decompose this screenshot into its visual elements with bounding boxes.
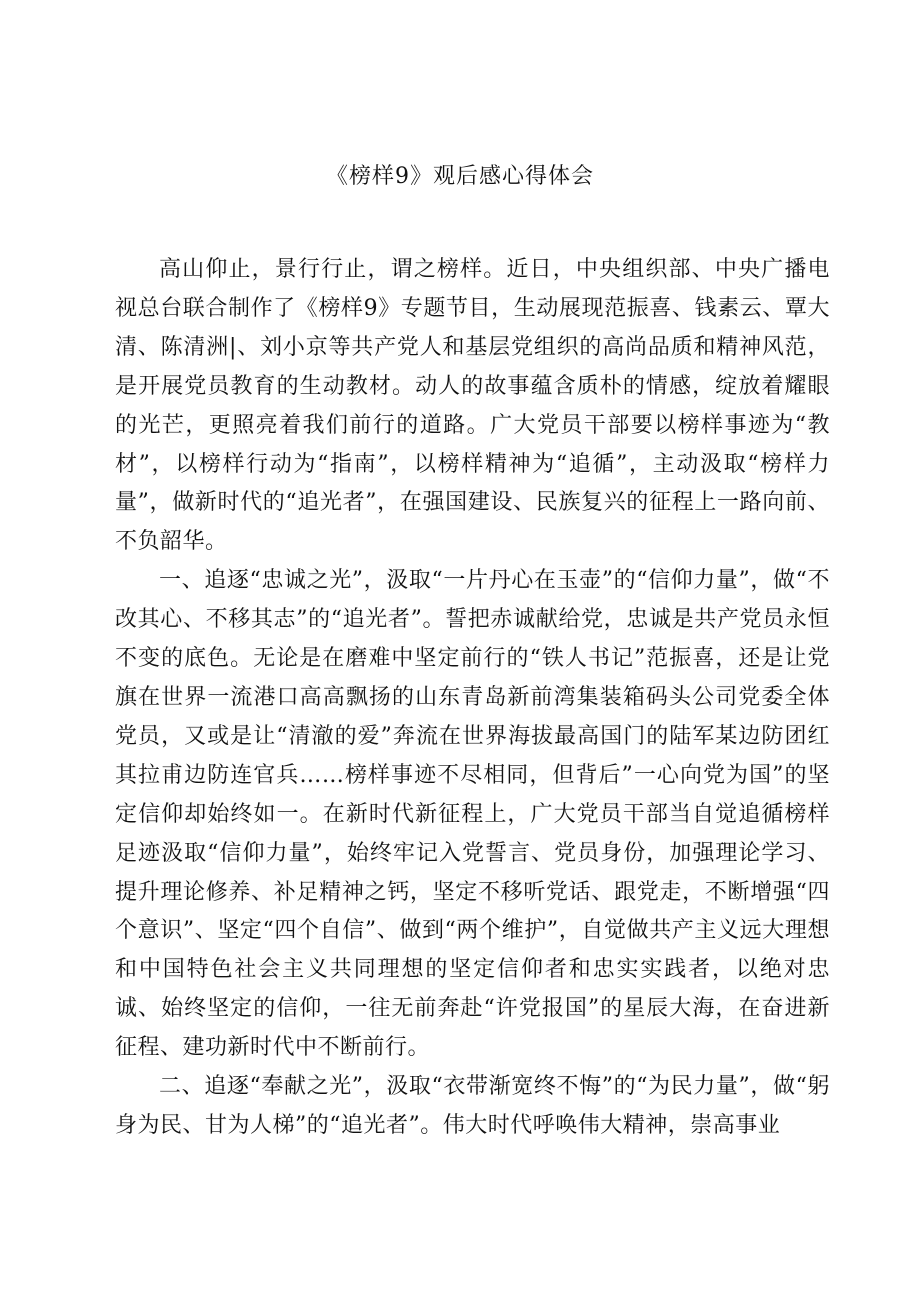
document-title: 《榜样9》观后感心得体会 [326,164,594,189]
document-body [115,251,830,1146]
paragraph-section-two: 二、追逐“奉献之光”，汲取“衣带渐宽终不悔”的“为民力量”，做“躬身为民、甘为人梯”的“追光者”。伟大时代呼唤伟大精神，崇高事业 [115,1074,830,1138]
paragraph-section-one: 一、追逐“忠诚之光”，汲取“一片丹心在玉壶”的“信仰力量”，做“不改其心、不移其志”的“追光者”。誓把赤诚献给党，忠诚是共产党员永恒不变的底色。无论是在磨难中坚定前行的“铁人书记”范振喜，还是让党旗在世界一流港口高高飘扬的山东青岛新前湾集装箱码头公司党委全体党员，又或是让“清澈的爱”奔流在世界海拔最高国门的陆军某边防团红其拉甫边防连官兵……榜样事迹不尽相同，但背后”一心向党为国”的坚定信仰却始终如一。在新时代新征程上，广大党员干部当自觉追循榜样足迹汲取“信仰力量”，始终牢记入党誓言、党员身份，加强理论学习、提升理论修养、补足精神之钙，坚定不移听党话、跟党走，不断增强“四个意识”、坚定“四个自信”、做到“两个维护”，自觉做共产主义远大理想和中国特色社会主义共同理想的坚定信仰者和忠实实践者，以绝对忠诚、始终坚定的信仰，一往无前奔赴“许党报国”的星辰大海，在奋进新征程、建功新时代中不断前行。 [115,568,830,1061]
paragraph-intro: 高山仰止，景行行止，谓之榜样。近日，中央组织部、中央广播电视总台联合制作了《榜样9》专题节目，生动展现范振喜、钱素云、覃大清、陈清洲|、刘小京等共产党人和基层党组织的高尚品质和精神风范，是开展党员教育的生动教材。动人的故事蕴含质朴的情感，绽放着耀眼的光芒，更照亮着我们前行的道路。广大党员干部要以榜样事迹为“教材”，以榜样行动为“指南”，以榜样精神为“追循”，主动汲取“榜样力量”，做新时代的“追光者”，在强国建设、民族复兴的征程上一路向前、不负韶华。 [115,257,830,555]
